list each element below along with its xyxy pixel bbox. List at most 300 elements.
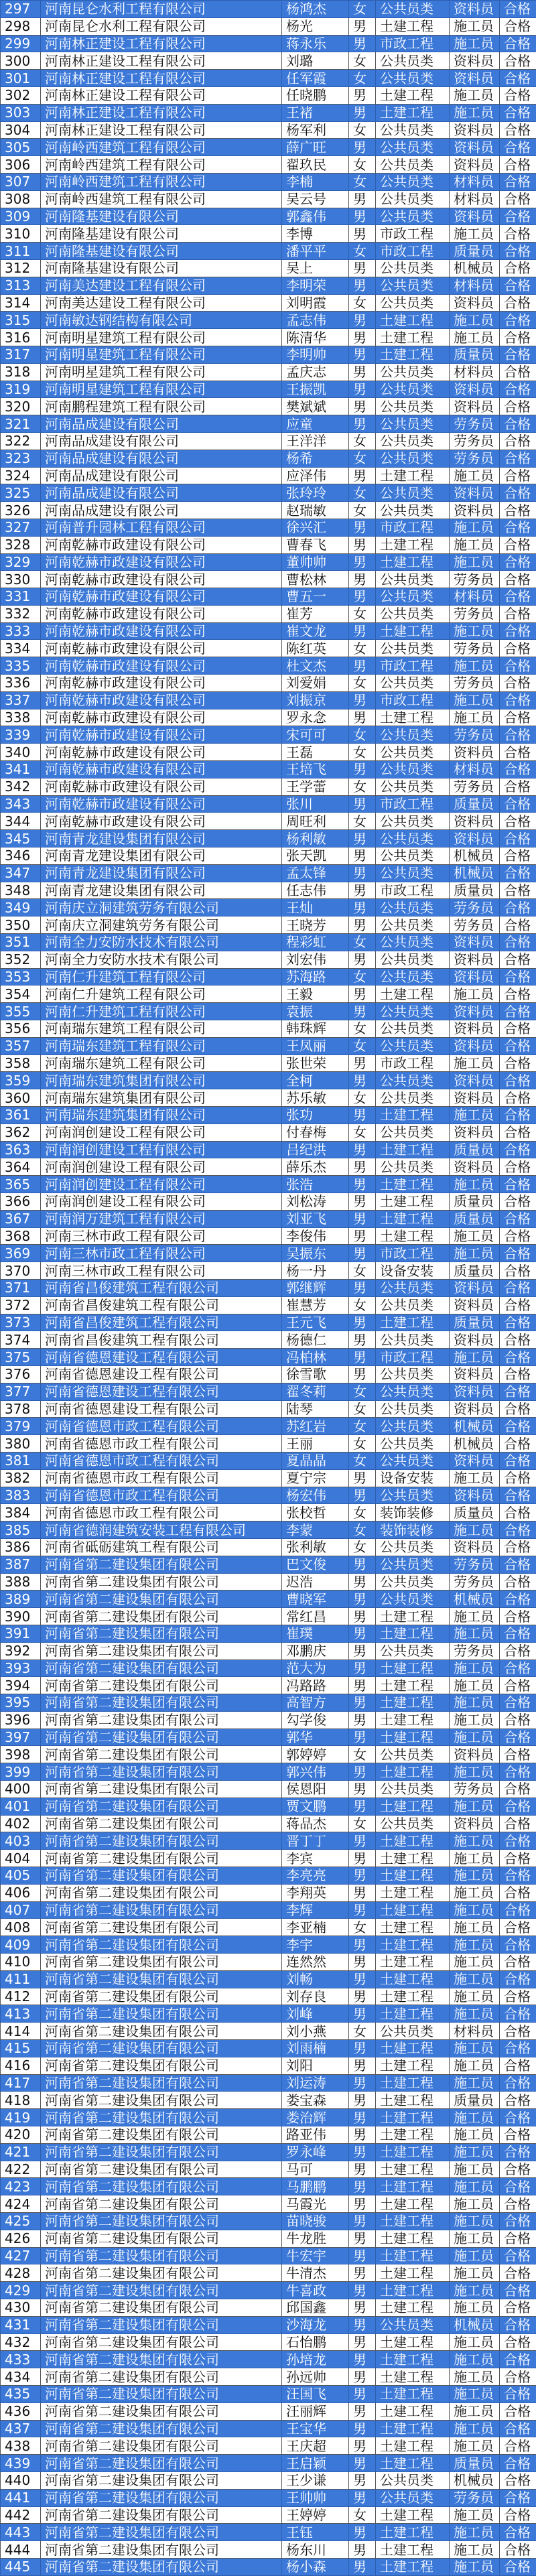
cell-position: 资料员 — [450, 1331, 500, 1349]
table-row — [1, 1003, 536, 1020]
cell-gender: 女 — [349, 2506, 376, 2524]
cell-gender: 男 — [349, 2402, 376, 2420]
cell-position: 质量员 — [450, 1262, 500, 1280]
cell-person-name: 曹春飞 — [282, 536, 349, 553]
cell-result: 合格 — [500, 294, 536, 312]
cell-gender: 女 — [349, 640, 376, 657]
cell-person-name: 牛喜政 — [282, 2282, 349, 2299]
cell-result: 合格 — [500, 1037, 536, 1055]
cell-result: 合格 — [500, 2109, 536, 2126]
table-row — [1, 2126, 536, 2144]
cell-row-number: 420 — [1, 2126, 41, 2144]
cell-specialty: 土建工程 — [376, 2040, 450, 2057]
cell-gender: 女 — [349, 1815, 376, 1832]
cell-result: 合格 — [500, 2178, 536, 2195]
cell-gender: 男 — [349, 899, 376, 917]
cell-specialty: 土建工程 — [376, 2333, 450, 2351]
cell-specialty: 公共员类 — [376, 1089, 450, 1107]
cell-specialty: 公共员类 — [376, 1590, 450, 1608]
cell-result: 合格 — [500, 381, 536, 398]
cell-gender: 男 — [349, 415, 376, 433]
cell-position: 质量员 — [450, 795, 500, 813]
cell-position: 资料员 — [450, 968, 500, 986]
cell-company-name: 河南省德恩市政工程有限公司 — [41, 1452, 282, 1469]
cell-company-name: 河南品成建设有限公司 — [41, 450, 282, 467]
cell-specialty: 公共员类 — [376, 1746, 450, 1763]
cell-result: 合格 — [500, 934, 536, 951]
cell-specialty: 土建工程 — [376, 2178, 450, 2195]
cell-specialty: 土建工程 — [376, 2074, 450, 2092]
cell-row-number: 399 — [1, 1763, 41, 1781]
cell-person-name: 崔慧芳 — [282, 1296, 349, 1314]
cell-gender: 男 — [349, 588, 376, 606]
table-row — [1, 1262, 536, 1280]
cell-specialty: 土建工程 — [376, 17, 450, 35]
cell-specialty: 土建工程 — [376, 1314, 450, 1331]
cell-specialty: 公共员类 — [376, 1815, 450, 1832]
table-row — [1, 312, 536, 329]
cell-person-name: 冯路路 — [282, 1677, 349, 1694]
cell-result: 合格 — [500, 2420, 536, 2437]
cell-specialty: 土建工程 — [376, 553, 450, 571]
cell-person-name: 路亚伟 — [282, 2126, 349, 2144]
cell-specialty: 公共员类 — [376, 156, 450, 174]
cell-specialty: 公共员类 — [376, 1556, 450, 1573]
cell-specialty: 土建工程 — [376, 2230, 450, 2247]
cell-gender: 男 — [349, 86, 376, 104]
cell-position: 资料员 — [450, 121, 500, 139]
cell-person-name: 宋可可 — [282, 726, 349, 744]
cell-company-name: 河南省第二建设集团有限公司 — [41, 1970, 282, 1988]
cell-row-number: 315 — [1, 312, 41, 329]
cell-position: 施工员 — [450, 657, 500, 675]
cell-company-name: 河南鹏程建筑工程有限公司 — [41, 398, 282, 415]
table-row — [1, 571, 536, 588]
table-row — [1, 2299, 536, 2316]
cell-gender: 女 — [349, 726, 376, 744]
cell-row-number: 367 — [1, 1210, 41, 1227]
cell-person-name: 孙远帅 — [282, 2368, 349, 2386]
table-row — [1, 139, 536, 156]
cell-row-number: 305 — [1, 139, 41, 156]
cell-result: 合格 — [500, 1107, 536, 1124]
cell-specialty: 土建工程 — [376, 622, 450, 640]
cell-gender: 男 — [349, 1608, 376, 1625]
cell-row-number: 419 — [1, 2109, 41, 2126]
cell-specialty: 土建工程 — [376, 1970, 450, 1988]
cell-company-name: 河南省第二建设集团有限公司 — [41, 2282, 282, 2299]
cell-result: 合格 — [500, 986, 536, 1003]
cell-person-name: 杨利敏 — [282, 830, 349, 848]
cell-company-name: 河南普升园林工程有限公司 — [41, 519, 282, 536]
cell-specialty: 土建工程 — [376, 1954, 450, 1971]
cell-row-number: 360 — [1, 1089, 41, 1107]
cell-person-name: 王学蕾 — [282, 778, 349, 795]
cell-result: 合格 — [500, 243, 536, 260]
cell-position: 劳务员 — [450, 1573, 500, 1590]
cell-result: 合格 — [500, 2351, 536, 2368]
cell-gender: 男 — [349, 917, 376, 934]
cell-company-name: 河南省第二建设集团有限公司 — [41, 2195, 282, 2213]
cell-gender: 男 — [349, 519, 376, 536]
cell-row-number: 362 — [1, 1124, 41, 1141]
cell-specialty: 设备安装 — [376, 1262, 450, 1280]
cell-position: 劳务员 — [450, 899, 500, 917]
cell-position: 施工员 — [450, 1954, 500, 1971]
cell-company-name: 河南林正建设工程有限公司 — [41, 70, 282, 87]
cell-person-name: 夏宁宗 — [282, 1469, 349, 1487]
cell-person-name: 王凤丽 — [282, 1037, 349, 1055]
cell-gender: 男 — [349, 398, 376, 415]
cell-specialty: 公共员类 — [376, 951, 450, 968]
cell-specialty: 公共员类 — [376, 968, 450, 986]
cell-company-name: 河南乾赫市政建设有限公司 — [41, 553, 282, 571]
cell-person-name: 董帅帅 — [282, 553, 349, 571]
cell-company-name: 河南青龙建设集团有限公司 — [41, 882, 282, 899]
cell-position: 施工员 — [450, 2213, 500, 2230]
cell-result: 合格 — [500, 2230, 536, 2247]
cell-person-name: 刘亚飞 — [282, 1210, 349, 1227]
cell-company-name: 河南瑞东建筑集团有限公司 — [41, 1089, 282, 1107]
results-table-body — [1, 1, 536, 2576]
cell-result: 合格 — [500, 2143, 536, 2161]
cell-specialty: 公共员类 — [376, 934, 450, 951]
cell-position: 施工员 — [450, 536, 500, 553]
cell-company-name: 河南敏达钢结构有限公司 — [41, 312, 282, 329]
table-row — [1, 398, 536, 415]
cell-company-name: 河南隆基建设有限公司 — [41, 243, 282, 260]
cell-row-number: 368 — [1, 1227, 41, 1245]
cell-gender: 女 — [349, 1, 376, 18]
cell-person-name: 汪丽辉 — [282, 2402, 349, 2420]
cell-person-name: 郭婷婷 — [282, 1746, 349, 1763]
cell-company-name: 河南省第二建设集团有限公司 — [41, 1832, 282, 1850]
cell-person-name: 冯柏林 — [282, 1349, 349, 1366]
cell-gender: 女 — [349, 778, 376, 795]
cell-result: 合格 — [500, 1487, 536, 1504]
cell-company-name: 河南省第二建设集团有限公司 — [41, 2023, 282, 2040]
table-row — [1, 2524, 536, 2541]
cell-company-name: 河南乾赫市政建设有限公司 — [41, 709, 282, 726]
cell-specialty: 公共员类 — [376, 1279, 450, 1296]
cell-specialty: 公共员类 — [376, 415, 450, 433]
cell-person-name: 薛广旺 — [282, 139, 349, 156]
table-row — [1, 2368, 536, 2386]
cell-gender: 男 — [349, 1901, 376, 1919]
table-row — [1, 882, 536, 899]
cell-result: 合格 — [500, 744, 536, 761]
cell-row-number: 396 — [1, 1711, 41, 1728]
table-row — [1, 622, 536, 640]
cell-specialty: 公共员类 — [376, 813, 450, 830]
cell-position: 施工员 — [450, 104, 500, 121]
table-row — [1, 1798, 536, 1815]
cell-person-name: 刘爱娟 — [282, 675, 349, 692]
cell-gender: 男 — [349, 2264, 376, 2282]
cell-position: 施工员 — [450, 35, 500, 52]
cell-gender: 女 — [349, 1089, 376, 1107]
cell-position: 施工员 — [450, 1055, 500, 1072]
cell-position: 资料员 — [450, 1400, 500, 1418]
cell-gender: 女 — [349, 1418, 376, 1435]
cell-gender: 男 — [349, 864, 376, 882]
cell-gender: 男 — [349, 2524, 376, 2541]
cell-gender: 女 — [349, 502, 376, 519]
table-row — [1, 1349, 536, 1366]
cell-company-name: 河南省第二建设集团有限公司 — [41, 1954, 282, 1971]
cell-result: 合格 — [500, 225, 536, 243]
table-row — [1, 848, 536, 865]
cell-row-number: 333 — [1, 622, 41, 640]
cell-specialty: 土建工程 — [376, 2005, 450, 2023]
cell-result: 合格 — [500, 1728, 536, 1746]
cell-company-name: 河南仁升建筑工程有限公司 — [41, 1003, 282, 1020]
cell-row-number: 347 — [1, 864, 41, 882]
cell-result: 合格 — [500, 1694, 536, 1712]
table-row — [1, 243, 536, 260]
cell-result: 合格 — [500, 2506, 536, 2524]
cell-result: 合格 — [500, 2299, 536, 2316]
cell-person-name: 孟太锋 — [282, 864, 349, 882]
cell-gender: 女 — [349, 1124, 376, 1141]
cell-row-number: 373 — [1, 1314, 41, 1331]
cell-result: 合格 — [500, 2316, 536, 2333]
table-row — [1, 2023, 536, 2040]
cell-company-name: 河南乾赫市政建设有限公司 — [41, 605, 282, 622]
cell-row-number: 409 — [1, 1936, 41, 1954]
table-row — [1, 1037, 536, 1055]
cell-position: 质量员 — [450, 1504, 500, 1521]
cell-gender: 女 — [349, 70, 376, 87]
cell-row-number: 445 — [1, 2558, 41, 2575]
table-row — [1, 1435, 536, 1452]
table-row — [1, 2282, 536, 2299]
cell-position: 机械员 — [450, 1418, 500, 1435]
cell-specialty: 土建工程 — [376, 467, 450, 484]
cell-gender: 男 — [349, 2541, 376, 2559]
table-row — [1, 1763, 536, 1781]
cell-gender: 男 — [349, 2299, 376, 2316]
table-row — [1, 450, 536, 467]
cell-result: 合格 — [500, 622, 536, 640]
cell-specialty: 公共员类 — [376, 848, 450, 865]
cell-gender: 男 — [349, 1556, 376, 1573]
cell-person-name: 赵瑞敏 — [282, 502, 349, 519]
cell-company-name: 河南省第二建设集团有限公司 — [41, 1901, 282, 1919]
table-row — [1, 415, 536, 433]
cell-person-name: 杨东川 — [282, 2541, 349, 2559]
cell-result: 合格 — [500, 1072, 536, 1089]
cell-specialty: 公共员类 — [376, 2471, 450, 2489]
table-row — [1, 1227, 536, 1245]
cell-position: 资料员 — [450, 1452, 500, 1469]
table-row — [1, 1919, 536, 1936]
cell-result: 合格 — [500, 1296, 536, 1314]
cell-specialty: 土建工程 — [376, 1227, 450, 1245]
cell-row-number: 340 — [1, 744, 41, 761]
table-row — [1, 709, 536, 726]
cell-person-name: 石怡鹏 — [282, 2333, 349, 2351]
cell-company-name: 河南省第二建设集团有限公司 — [41, 2178, 282, 2195]
cell-row-number: 386 — [1, 1538, 41, 1556]
cell-specialty: 公共员类 — [376, 139, 450, 156]
cell-result: 合格 — [500, 2541, 536, 2559]
cell-person-name: 刘璐 — [282, 52, 349, 70]
cell-position: 资料员 — [450, 1296, 500, 1314]
cell-specialty: 市政工程 — [376, 1245, 450, 1262]
cell-position: 机械员 — [450, 864, 500, 882]
cell-company-name: 河南青龙建设集团有限公司 — [41, 848, 282, 865]
cell-result: 合格 — [500, 2247, 536, 2264]
table-row — [1, 86, 536, 104]
cell-company-name: 河南林正建设工程有限公司 — [41, 121, 282, 139]
cell-result: 合格 — [500, 882, 536, 899]
cell-gender: 男 — [349, 709, 376, 726]
cell-position: 劳务员 — [450, 1642, 500, 1659]
cell-position: 材料员 — [450, 173, 500, 190]
cell-row-number: 364 — [1, 1158, 41, 1176]
cell-position: 施工员 — [450, 2040, 500, 2057]
cell-company-name: 河南省第二建设集团有限公司 — [41, 2092, 282, 2109]
cell-row-number: 392 — [1, 1642, 41, 1659]
table-row — [1, 1954, 536, 1971]
cell-result: 合格 — [500, 346, 536, 363]
table-row — [1, 121, 536, 139]
cell-result: 合格 — [500, 675, 536, 692]
cell-gender: 女 — [349, 243, 376, 260]
table-row — [1, 484, 536, 502]
cell-gender: 男 — [349, 1158, 376, 1176]
cell-row-number: 374 — [1, 1331, 41, 1349]
cell-result: 合格 — [500, 70, 536, 87]
cell-row-number: 301 — [1, 70, 41, 87]
cell-person-name: 马可 — [282, 2161, 349, 2178]
cell-company-name: 河南林正建设工程有限公司 — [41, 104, 282, 121]
cell-gender: 男 — [349, 104, 376, 121]
cell-specialty: 土建工程 — [376, 2402, 450, 2420]
cell-company-name: 河南昆仑水利工程有限公司 — [41, 1, 282, 18]
cell-result: 合格 — [500, 640, 536, 657]
cell-specialty: 土建工程 — [376, 1798, 450, 1815]
cell-specialty: 公共员类 — [376, 2489, 450, 2506]
cell-row-number: 341 — [1, 761, 41, 778]
cell-company-name: 河南庆立洞建筑劳务有限公司 — [41, 917, 282, 934]
table-row — [1, 1538, 536, 1556]
cell-person-name: 应童 — [282, 415, 349, 433]
cell-gender: 女 — [349, 1538, 376, 1556]
table-row — [1, 1590, 536, 1608]
cell-specialty: 土建工程 — [376, 329, 450, 346]
cell-result: 合格 — [500, 1954, 536, 1971]
table-row — [1, 1469, 536, 1487]
table-row — [1, 2506, 536, 2524]
cell-specialty: 土建工程 — [376, 2351, 450, 2368]
table-row — [1, 259, 536, 277]
cell-position: 施工员 — [450, 519, 500, 536]
cell-result: 合格 — [500, 2040, 536, 2057]
cell-position: 施工员 — [450, 2143, 500, 2161]
cell-result: 合格 — [500, 1089, 536, 1107]
cell-person-name: 刘峰 — [282, 2005, 349, 2023]
cell-position: 施工员 — [450, 2161, 500, 2178]
cell-company-name: 河南省德恩建设工程有限公司 — [41, 1349, 282, 1366]
cell-result: 合格 — [500, 830, 536, 848]
cell-specialty: 公共员类 — [376, 1400, 450, 1418]
cell-row-number: 330 — [1, 571, 41, 588]
cell-person-name: 邱国鑫 — [282, 2299, 349, 2316]
table-row — [1, 1141, 536, 1158]
cell-gender: 男 — [349, 225, 376, 243]
cell-result: 合格 — [500, 1988, 536, 2005]
cell-position: 资料员 — [450, 1037, 500, 1055]
cell-specialty: 公共员类 — [376, 778, 450, 795]
cell-person-name: 贾文鹏 — [282, 1798, 349, 1815]
cell-position: 劳务员 — [450, 726, 500, 744]
cell-position: 施工员 — [450, 1659, 500, 1677]
cell-specialty: 公共员类 — [376, 2316, 450, 2333]
cell-company-name: 河南乾赫市政建设有限公司 — [41, 657, 282, 675]
cell-company-name: 河南庆立洞建筑劳务有限公司 — [41, 899, 282, 917]
cell-specialty: 土建工程 — [376, 312, 450, 329]
table-row — [1, 1314, 536, 1331]
cell-result: 合格 — [500, 363, 536, 381]
cell-person-name: 程彩虹 — [282, 934, 349, 951]
table-row — [1, 156, 536, 174]
cell-position: 施工员 — [450, 2333, 500, 2351]
cell-result: 合格 — [500, 2437, 536, 2455]
cell-result: 合格 — [500, 726, 536, 744]
table-row — [1, 1418, 536, 1435]
cell-gender: 男 — [349, 986, 376, 1003]
cell-result: 合格 — [500, 1677, 536, 1694]
cell-company-name: 河南省德恩市政工程有限公司 — [41, 1435, 282, 1452]
cell-company-name: 河南隆基建设有限公司 — [41, 259, 282, 277]
cell-company-name: 河南三林市政工程有限公司 — [41, 1227, 282, 1245]
cell-row-number: 387 — [1, 1556, 41, 1573]
cell-position: 劳务员 — [450, 778, 500, 795]
cell-result: 合格 — [500, 2471, 536, 2489]
table-row — [1, 2471, 536, 2489]
cell-company-name: 河南省第二建设集团有限公司 — [41, 2161, 282, 2178]
cell-gender: 男 — [349, 1850, 376, 1867]
cell-row-number: 356 — [1, 1020, 41, 1038]
cell-company-name: 河南省第二建设集团有限公司 — [41, 1694, 282, 1712]
cell-gender: 男 — [349, 882, 376, 899]
cell-result: 合格 — [500, 1884, 536, 1901]
cell-gender: 女 — [349, 1504, 376, 1521]
cell-result: 合格 — [500, 1176, 536, 1193]
cell-row-number: 311 — [1, 243, 41, 260]
table-row — [1, 2455, 536, 2472]
cell-position: 劳务员 — [450, 1781, 500, 1798]
cell-company-name: 河南青龙建设集团有限公司 — [41, 864, 282, 882]
cell-specialty: 公共员类 — [376, 381, 450, 398]
cell-person-name: 李明帅 — [282, 346, 349, 363]
cell-person-name: 杨希 — [282, 450, 349, 467]
cell-result: 合格 — [500, 1055, 536, 1072]
cell-company-name: 河南润创建设工程有限公司 — [41, 1141, 282, 1158]
table-row — [1, 744, 536, 761]
cell-specialty: 土建工程 — [376, 1193, 450, 1210]
cell-gender: 男 — [349, 329, 376, 346]
cell-specialty: 公共员类 — [376, 484, 450, 502]
cell-specialty: 土建工程 — [376, 2057, 450, 2074]
cell-person-name: 张浩 — [282, 1176, 349, 1193]
cell-gender: 男 — [349, 2057, 376, 2074]
cell-result: 合格 — [500, 1193, 536, 1210]
cell-specialty: 土建工程 — [376, 104, 450, 121]
cell-specialty: 土建工程 — [376, 1850, 450, 1867]
